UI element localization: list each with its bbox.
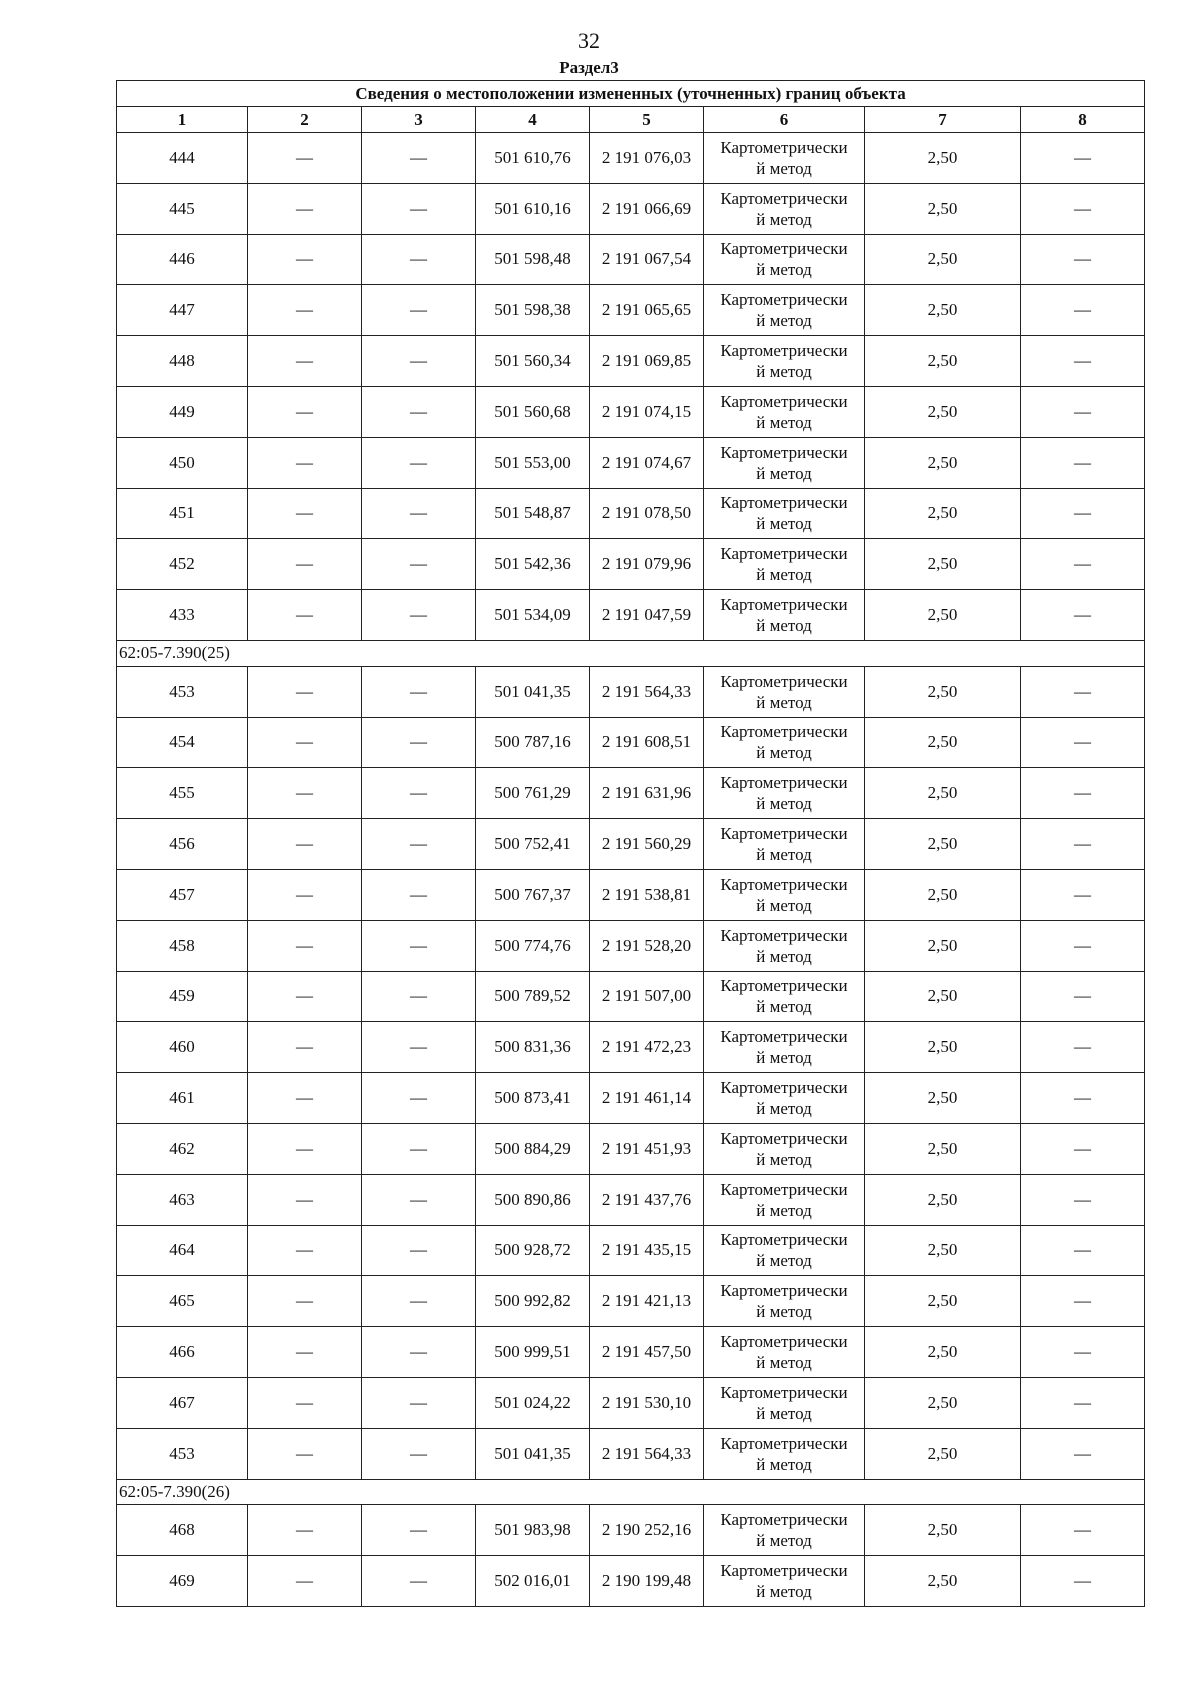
- col8-cell: —: [1021, 1123, 1145, 1174]
- col8-cell: —: [1021, 234, 1145, 285]
- col3-cell: —: [362, 234, 476, 285]
- accuracy-cell: 2,50: [865, 386, 1021, 437]
- col8-cell: —: [1021, 1327, 1145, 1378]
- y-coordinate-cell: 2 191 451,93: [590, 1123, 704, 1174]
- x-coordinate-cell: 501 560,34: [476, 336, 590, 387]
- method-cell: Картометрически й метод: [704, 768, 865, 819]
- column-numbers-row: [117, 107, 1145, 133]
- accuracy-cell: 2,50: [865, 971, 1021, 1022]
- method-cell: Картометрически й метод: [704, 1428, 865, 1479]
- col2-cell: —: [248, 539, 362, 590]
- accuracy-cell: 2,50: [865, 1123, 1021, 1174]
- col8-cell: —: [1021, 590, 1145, 641]
- table-caption: Сведения о местоположении измененных (уточненных) границ объекта: [117, 81, 1145, 107]
- x-coordinate-cell: 500 999,51: [476, 1327, 590, 1378]
- method-cell: Картометрически й метод: [704, 920, 865, 971]
- table-row: [117, 133, 1145, 184]
- col2-cell: —: [248, 1174, 362, 1225]
- col8-cell: —: [1021, 1428, 1145, 1479]
- x-coordinate-cell: 500 928,72: [476, 1225, 590, 1276]
- accuracy-cell: 2,50: [865, 133, 1021, 184]
- col2-cell: —: [248, 1276, 362, 1327]
- group-header-row: [117, 640, 1145, 666]
- col3-cell: —: [362, 437, 476, 488]
- method-cell: Картометрически й метод: [704, 819, 865, 870]
- group-header-row: [117, 1479, 1145, 1505]
- point-number-cell: 462: [117, 1123, 248, 1174]
- point-number-cell: 449: [117, 386, 248, 437]
- accuracy-cell: 2,50: [865, 437, 1021, 488]
- y-coordinate-cell: 2 191 076,03: [590, 133, 704, 184]
- col3-cell: —: [362, 768, 476, 819]
- x-coordinate-cell: 501 534,09: [476, 590, 590, 641]
- col8-cell: —: [1021, 1174, 1145, 1225]
- col3-cell: —: [362, 133, 476, 184]
- x-coordinate-cell: 501 610,16: [476, 183, 590, 234]
- col3-cell: —: [362, 717, 476, 768]
- point-number-cell: 455: [117, 768, 248, 819]
- col3-cell: —: [362, 1225, 476, 1276]
- col2-cell: —: [248, 234, 362, 285]
- accuracy-cell: 2,50: [865, 1377, 1021, 1428]
- y-coordinate-cell: 2 191 507,00: [590, 971, 704, 1022]
- col8-cell: —: [1021, 1505, 1145, 1556]
- group-label: 62:05-7.390(25): [117, 640, 1145, 666]
- point-number-cell: 466: [117, 1327, 248, 1378]
- table-row: [117, 488, 1145, 539]
- accuracy-cell: 2,50: [865, 1428, 1021, 1479]
- method-cell: Картометрически й метод: [704, 1556, 865, 1607]
- table-row: [117, 971, 1145, 1022]
- y-coordinate-cell: 2 191 067,54: [590, 234, 704, 285]
- col3-cell: —: [362, 386, 476, 437]
- y-coordinate-cell: 2 191 421,13: [590, 1276, 704, 1327]
- accuracy-cell: 2,50: [865, 1556, 1021, 1607]
- point-number-cell: 433: [117, 590, 248, 641]
- point-number-cell: 457: [117, 869, 248, 920]
- col3-cell: —: [362, 1022, 476, 1073]
- col8-cell: —: [1021, 768, 1145, 819]
- accuracy-cell: 2,50: [865, 1225, 1021, 1276]
- method-cell: Картометрически й метод: [704, 285, 865, 336]
- col8-cell: —: [1021, 336, 1145, 387]
- accuracy-cell: 2,50: [865, 183, 1021, 234]
- col2-cell: —: [248, 666, 362, 717]
- point-number-cell: 461: [117, 1073, 248, 1124]
- col3-cell: —: [362, 488, 476, 539]
- col2-cell: —: [248, 971, 362, 1022]
- x-coordinate-cell: 501 598,48: [476, 234, 590, 285]
- point-number-cell: 468: [117, 1505, 248, 1556]
- col2-cell: —: [248, 183, 362, 234]
- y-coordinate-cell: 2 191 608,51: [590, 717, 704, 768]
- col8-cell: —: [1021, 539, 1145, 590]
- col3-cell: —: [362, 819, 476, 870]
- point-number-cell: 447: [117, 285, 248, 336]
- y-coordinate-cell: 2 191 528,20: [590, 920, 704, 971]
- table-row: [117, 1022, 1145, 1073]
- method-cell: Картометрически й метод: [704, 1073, 865, 1124]
- col2-cell: —: [248, 920, 362, 971]
- col2-cell: —: [248, 1377, 362, 1428]
- accuracy-cell: 2,50: [865, 1327, 1021, 1378]
- accuracy-cell: 2,50: [865, 1073, 1021, 1124]
- method-cell: Картометрически й метод: [704, 1377, 865, 1428]
- point-number-cell: 444: [117, 133, 248, 184]
- table-row: [117, 1174, 1145, 1225]
- col3-cell: —: [362, 666, 476, 717]
- method-cell: Картометрически й метод: [704, 590, 865, 641]
- col2-cell: —: [248, 717, 362, 768]
- x-coordinate-cell: 501 983,98: [476, 1505, 590, 1556]
- point-number-cell: 459: [117, 971, 248, 1022]
- x-coordinate-cell: 501 041,35: [476, 1428, 590, 1479]
- y-coordinate-cell: 2 191 564,33: [590, 1428, 704, 1479]
- col2-cell: —: [248, 1327, 362, 1378]
- col2-cell: —: [248, 869, 362, 920]
- col3-cell: —: [362, 1123, 476, 1174]
- method-cell: Картометрически й метод: [704, 183, 865, 234]
- y-coordinate-cell: 2 191 530,10: [590, 1377, 704, 1428]
- col8-cell: —: [1021, 183, 1145, 234]
- y-coordinate-cell: 2 191 065,65: [590, 285, 704, 336]
- column-number-4: 4: [476, 107, 590, 133]
- point-number-cell: 451: [117, 488, 248, 539]
- method-cell: Картометрически й метод: [704, 717, 865, 768]
- col3-cell: —: [362, 183, 476, 234]
- col8-cell: —: [1021, 1377, 1145, 1428]
- col3-cell: —: [362, 1327, 476, 1378]
- col3-cell: —: [362, 590, 476, 641]
- accuracy-cell: 2,50: [865, 234, 1021, 285]
- y-coordinate-cell: 2 190 252,16: [590, 1505, 704, 1556]
- table-row: [117, 437, 1145, 488]
- column-number-7: 7: [865, 107, 1021, 133]
- table-row: [117, 590, 1145, 641]
- table-row: [117, 1556, 1145, 1607]
- column-number-6: 6: [704, 107, 865, 133]
- col8-cell: —: [1021, 971, 1145, 1022]
- point-number-cell: 469: [117, 1556, 248, 1607]
- col8-cell: —: [1021, 869, 1145, 920]
- table-row: [117, 869, 1145, 920]
- point-number-cell: 460: [117, 1022, 248, 1073]
- y-coordinate-cell: 2 191 435,15: [590, 1225, 704, 1276]
- x-coordinate-cell: 501 024,22: [476, 1377, 590, 1428]
- point-number-cell: 445: [117, 183, 248, 234]
- col8-cell: —: [1021, 819, 1145, 870]
- table-body: [117, 133, 1145, 1607]
- method-cell: Картометрически й метод: [704, 869, 865, 920]
- method-cell: Картометрически й метод: [704, 666, 865, 717]
- col3-cell: —: [362, 539, 476, 590]
- method-cell: Картометрически й метод: [704, 133, 865, 184]
- table-row: [117, 1505, 1145, 1556]
- x-coordinate-cell: 500 890,86: [476, 1174, 590, 1225]
- method-cell: Картометрически й метод: [704, 971, 865, 1022]
- col3-cell: —: [362, 1377, 476, 1428]
- col8-cell: —: [1021, 1276, 1145, 1327]
- table-row: [117, 539, 1145, 590]
- group-label: 62:05-7.390(26): [117, 1479, 1145, 1505]
- col2-cell: —: [248, 1225, 362, 1276]
- table-row: [117, 1073, 1145, 1124]
- y-coordinate-cell: 2 191 457,50: [590, 1327, 704, 1378]
- accuracy-cell: 2,50: [865, 488, 1021, 539]
- table-row: [117, 336, 1145, 387]
- col2-cell: —: [248, 590, 362, 641]
- x-coordinate-cell: 501 041,35: [476, 666, 590, 717]
- y-coordinate-cell: 2 191 560,29: [590, 819, 704, 870]
- col2-cell: —: [248, 488, 362, 539]
- method-cell: Картометрически й метод: [704, 1225, 865, 1276]
- col3-cell: —: [362, 1174, 476, 1225]
- col2-cell: —: [248, 285, 362, 336]
- point-number-cell: 453: [117, 666, 248, 717]
- accuracy-cell: 2,50: [865, 717, 1021, 768]
- col3-cell: —: [362, 1276, 476, 1327]
- col3-cell: —: [362, 869, 476, 920]
- col8-cell: —: [1021, 717, 1145, 768]
- y-coordinate-cell: 2 191 461,14: [590, 1073, 704, 1124]
- y-coordinate-cell: 2 191 631,96: [590, 768, 704, 819]
- x-coordinate-cell: 501 548,87: [476, 488, 590, 539]
- method-cell: Картометрически й метод: [704, 1276, 865, 1327]
- page-number: 32: [578, 28, 600, 53]
- accuracy-cell: 2,50: [865, 768, 1021, 819]
- y-coordinate-cell: 2 191 047,59: [590, 590, 704, 641]
- method-cell: Картометрически й метод: [704, 1174, 865, 1225]
- col3-cell: —: [362, 1073, 476, 1124]
- col3-cell: —: [362, 1556, 476, 1607]
- col2-cell: —: [248, 1556, 362, 1607]
- table-row: [117, 1276, 1145, 1327]
- accuracy-cell: 2,50: [865, 869, 1021, 920]
- table-row: [117, 920, 1145, 971]
- method-cell: Картометрически й метод: [704, 234, 865, 285]
- col8-cell: —: [1021, 666, 1145, 717]
- x-coordinate-cell: 500 774,76: [476, 920, 590, 971]
- point-number-cell: 467: [117, 1377, 248, 1428]
- section-title: Раздел3: [559, 58, 619, 77]
- y-coordinate-cell: 2 191 564,33: [590, 666, 704, 717]
- x-coordinate-cell: 500 787,16: [476, 717, 590, 768]
- y-coordinate-cell: 2 191 066,69: [590, 183, 704, 234]
- accuracy-cell: 2,50: [865, 920, 1021, 971]
- col8-cell: —: [1021, 1022, 1145, 1073]
- point-number-cell: 446: [117, 234, 248, 285]
- col3-cell: —: [362, 971, 476, 1022]
- point-number-cell: 453: [117, 1428, 248, 1479]
- col8-cell: —: [1021, 1225, 1145, 1276]
- method-cell: Картометрически й метод: [704, 488, 865, 539]
- x-coordinate-cell: 501 553,00: [476, 437, 590, 488]
- col2-cell: —: [248, 768, 362, 819]
- table-row: [117, 1428, 1145, 1479]
- col2-cell: —: [248, 1123, 362, 1174]
- col2-cell: —: [248, 819, 362, 870]
- col2-cell: —: [248, 386, 362, 437]
- y-coordinate-cell: 2 191 472,23: [590, 1022, 704, 1073]
- x-coordinate-cell: 500 873,41: [476, 1073, 590, 1124]
- accuracy-cell: 2,50: [865, 1174, 1021, 1225]
- table-row: [117, 386, 1145, 437]
- accuracy-cell: 2,50: [865, 1505, 1021, 1556]
- point-number-cell: 464: [117, 1225, 248, 1276]
- col8-cell: —: [1021, 285, 1145, 336]
- column-number-3: 3: [362, 107, 476, 133]
- col3-cell: —: [362, 1428, 476, 1479]
- col2-cell: —: [248, 1022, 362, 1073]
- accuracy-cell: 2,50: [865, 336, 1021, 387]
- y-coordinate-cell: 2 190 199,48: [590, 1556, 704, 1607]
- method-cell: Картометрически й метод: [704, 386, 865, 437]
- col3-cell: —: [362, 285, 476, 336]
- column-number-1: 1: [117, 107, 248, 133]
- y-coordinate-cell: 2 191 437,76: [590, 1174, 704, 1225]
- y-coordinate-cell: 2 191 074,67: [590, 437, 704, 488]
- method-cell: Картометрически й метод: [704, 336, 865, 387]
- point-number-cell: 463: [117, 1174, 248, 1225]
- x-coordinate-cell: 501 598,38: [476, 285, 590, 336]
- point-number-cell: 458: [117, 920, 248, 971]
- accuracy-cell: 2,50: [865, 285, 1021, 336]
- table-row: [117, 234, 1145, 285]
- point-number-cell: 448: [117, 336, 248, 387]
- col8-cell: —: [1021, 386, 1145, 437]
- col2-cell: —: [248, 1505, 362, 1556]
- table-row: [117, 285, 1145, 336]
- x-coordinate-cell: 501 610,76: [476, 133, 590, 184]
- x-coordinate-cell: 500 789,52: [476, 971, 590, 1022]
- y-coordinate-cell: 2 191 538,81: [590, 869, 704, 920]
- col8-cell: —: [1021, 437, 1145, 488]
- boundary-table: [116, 80, 1145, 1607]
- col2-cell: —: [248, 336, 362, 387]
- point-number-cell: 465: [117, 1276, 248, 1327]
- col2-cell: —: [248, 1073, 362, 1124]
- x-coordinate-cell: 500 752,41: [476, 819, 590, 870]
- table-row: [117, 666, 1145, 717]
- table-row: [117, 717, 1145, 768]
- method-cell: Картометрически й метод: [704, 1022, 865, 1073]
- accuracy-cell: 2,50: [865, 819, 1021, 870]
- x-coordinate-cell: 500 761,29: [476, 768, 590, 819]
- point-number-cell: 452: [117, 539, 248, 590]
- y-coordinate-cell: 2 191 074,15: [590, 386, 704, 437]
- accuracy-cell: 2,50: [865, 1276, 1021, 1327]
- x-coordinate-cell: 500 767,37: [476, 869, 590, 920]
- point-number-cell: 454: [117, 717, 248, 768]
- col2-cell: —: [248, 1428, 362, 1479]
- table-row: [117, 183, 1145, 234]
- method-cell: Картометрически й метод: [704, 1505, 865, 1556]
- accuracy-cell: 2,50: [865, 590, 1021, 641]
- x-coordinate-cell: 500 884,29: [476, 1123, 590, 1174]
- column-number-8: 8: [1021, 107, 1145, 133]
- col3-cell: —: [362, 920, 476, 971]
- x-coordinate-cell: 502 016,01: [476, 1556, 590, 1607]
- method-cell: Картометрически й метод: [704, 437, 865, 488]
- method-cell: Картометрически й метод: [704, 1327, 865, 1378]
- x-coordinate-cell: 500 992,82: [476, 1276, 590, 1327]
- col8-cell: —: [1021, 133, 1145, 184]
- table-row: [117, 1377, 1145, 1428]
- col8-cell: —: [1021, 920, 1145, 971]
- accuracy-cell: 2,50: [865, 539, 1021, 590]
- y-coordinate-cell: 2 191 069,85: [590, 336, 704, 387]
- column-number-5: 5: [590, 107, 704, 133]
- table-row: [117, 1123, 1145, 1174]
- col8-cell: —: [1021, 1073, 1145, 1124]
- x-coordinate-cell: 501 542,36: [476, 539, 590, 590]
- col3-cell: —: [362, 1505, 476, 1556]
- x-coordinate-cell: 500 831,36: [476, 1022, 590, 1073]
- col2-cell: —: [248, 437, 362, 488]
- table-row: [117, 819, 1145, 870]
- point-number-cell: 450: [117, 437, 248, 488]
- method-cell: Картометрически й метод: [704, 1123, 865, 1174]
- col8-cell: —: [1021, 1556, 1145, 1607]
- table-row: [117, 1327, 1145, 1378]
- y-coordinate-cell: 2 191 078,50: [590, 488, 704, 539]
- accuracy-cell: 2,50: [865, 1022, 1021, 1073]
- column-number-2: 2: [248, 107, 362, 133]
- point-number-cell: 456: [117, 819, 248, 870]
- table-row: [117, 768, 1145, 819]
- table-caption-row: [117, 81, 1145, 107]
- col8-cell: —: [1021, 488, 1145, 539]
- x-coordinate-cell: 501 560,68: [476, 386, 590, 437]
- accuracy-cell: 2,50: [865, 666, 1021, 717]
- col2-cell: —: [248, 133, 362, 184]
- y-coordinate-cell: 2 191 079,96: [590, 539, 704, 590]
- col3-cell: —: [362, 336, 476, 387]
- table-row: [117, 1225, 1145, 1276]
- method-cell: Картометрически й метод: [704, 539, 865, 590]
